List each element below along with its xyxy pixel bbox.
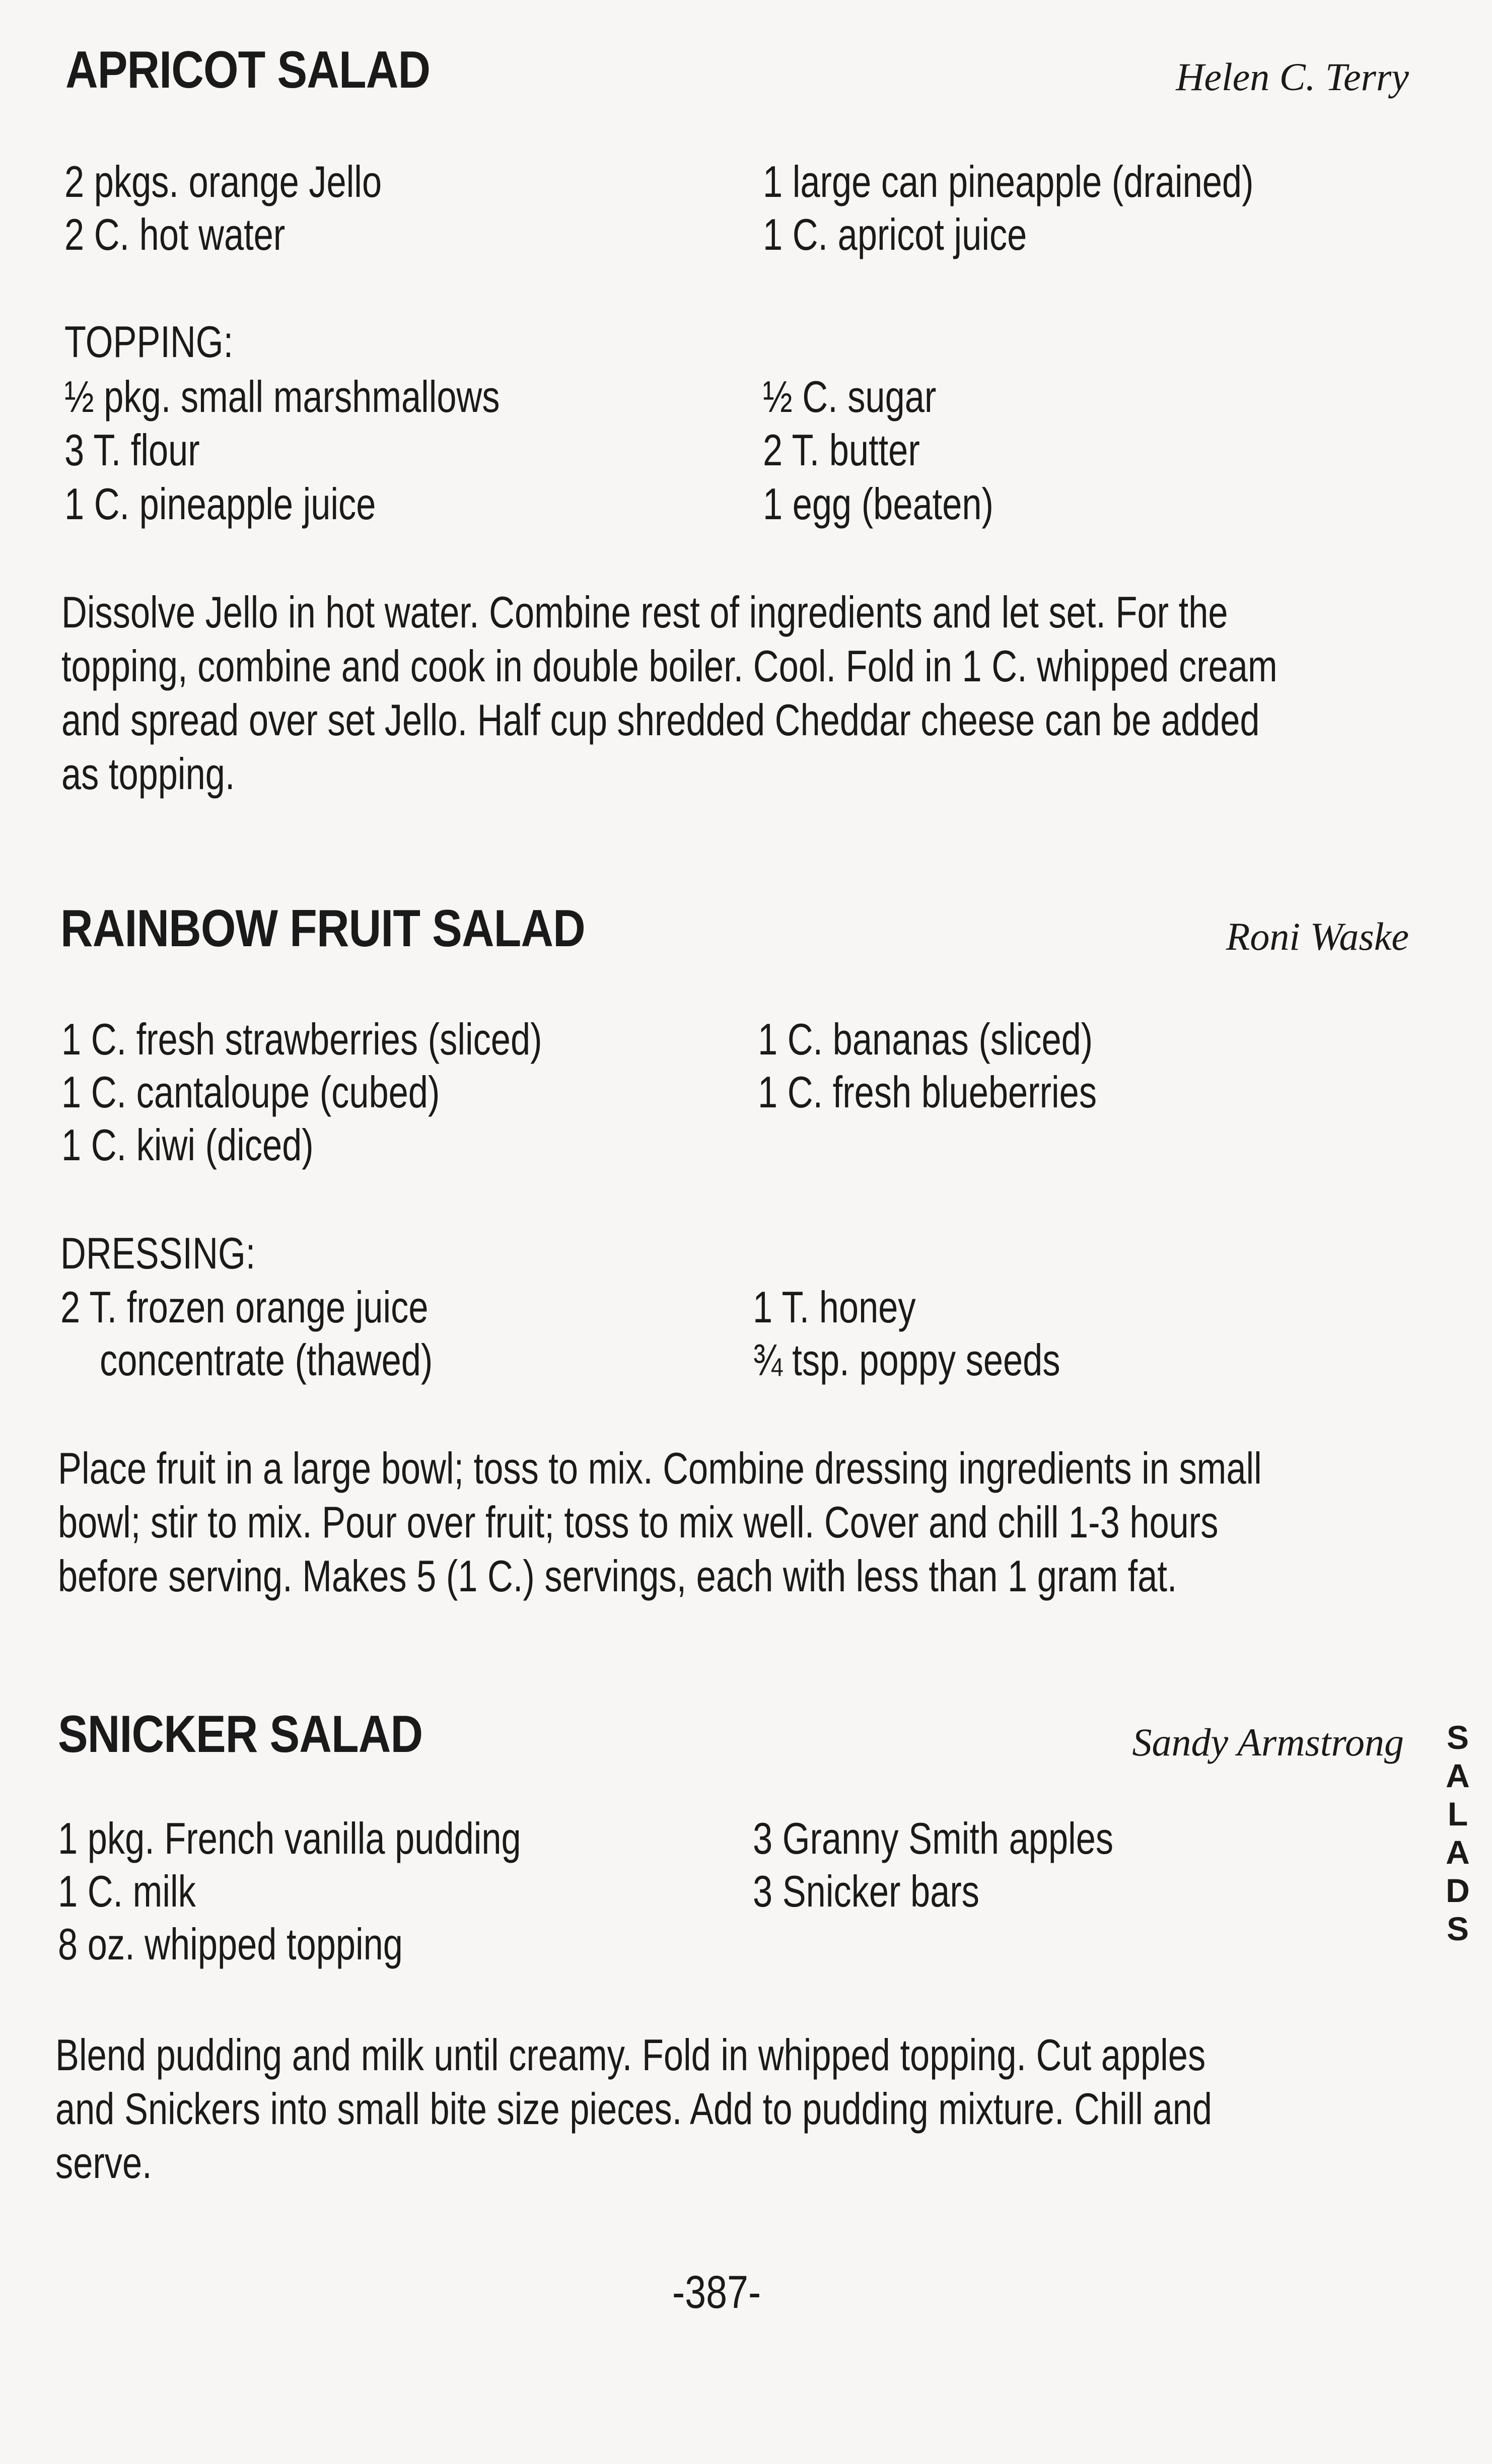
ingredient: 2 pkgs. orange Jello	[64, 157, 382, 206]
directions-line: Dissolve Jello in hot water. Combine rest of ingredients and let set. For the	[61, 587, 1228, 637]
ingredient: concentrate (thawed)	[100, 1335, 433, 1385]
ingredient: 1 T. honey	[753, 1282, 916, 1332]
directions-line: before serving. Makes 5 (1 C.) servings, each with less than 1 gram fat.	[58, 1551, 1177, 1601]
ingredient: 1 C. fresh blueberries	[758, 1067, 1097, 1117]
directions-line: topping, combine and cook in double boiler. Cool. Fold in 1 C. whipped cream	[61, 641, 1277, 691]
ingredient: 1 C. cantaloupe (cubed)	[61, 1067, 440, 1117]
ingredient: 1 large can pineapple (drained)	[763, 157, 1254, 206]
recipe-title-apricot-salad: APRICOT SALAD	[65, 41, 431, 99]
directions-line: bowl; stir to mix. Pour over fruit; toss to mix well. Cover and chill 1-3 hours	[58, 1497, 1219, 1547]
section-side-tab	[1443, 1718, 1473, 1948]
directions-line: Blend pudding and milk until creamy. Fold in whipped topping. Cut apples	[55, 2030, 1206, 2080]
directions-line: serve.	[55, 2138, 152, 2188]
ingredient: ¾ tsp. poppy seeds	[753, 1335, 1060, 1385]
ingredient: 1 C. milk	[58, 1866, 196, 1916]
recipe-author: Helen C. Terry	[1176, 55, 1409, 99]
recipe-author: Sandy Armstrong	[1132, 1720, 1404, 1764]
ingredient: 2 T. butter	[763, 425, 920, 475]
page-number: -387-	[672, 2267, 761, 2318]
recipe-title-snicker-salad: SNICKER SALAD	[58, 1705, 423, 1764]
recipe-author: Roni Waske	[1226, 914, 1409, 958]
ingredient: 1 C. fresh strawberries (sliced)	[61, 1014, 542, 1064]
ingredient: 2 T. frozen orange juice	[60, 1282, 429, 1332]
ingredient: 1 C. bananas (sliced)	[758, 1014, 1093, 1064]
section-subheading: DRESSING:	[60, 1228, 256, 1278]
ingredient: 3 Granny Smith apples	[753, 1813, 1114, 1863]
ingredient: 3 Snicker bars	[753, 1866, 979, 1916]
directions-line: and Snickers into small bite size pieces. Add to pudding mixture. Chill and	[55, 2084, 1213, 2134]
ingredient: 2 C. hot water	[64, 209, 286, 259]
ingredient: 1 C. apricot juice	[763, 209, 1027, 259]
ingredient: 1 C. pineapple juice	[64, 479, 376, 529]
directions-line: Place fruit in a large bowl; toss to mix. Combine dressing ingredients in small	[58, 1443, 1262, 1493]
ingredient: 8 oz. whipped topping	[58, 1919, 403, 1969]
ingredient: ½ pkg. small marshmallows	[64, 372, 500, 421]
side-tab-text: S A L A D S	[1446, 1719, 1470, 1947]
ingredient: 3 T. flour	[64, 425, 200, 475]
ingredient: 1 egg (beaten)	[763, 479, 993, 529]
section-subheading: TOPPING:	[64, 317, 234, 367]
recipe-title-rainbow-fruit-salad: RAINBOW FRUIT SALAD	[60, 899, 585, 958]
directions-line: as topping.	[61, 749, 235, 799]
ingredient: 1 C. kiwi (diced)	[61, 1120, 314, 1170]
ingredient: ½ C. sugar	[763, 372, 937, 421]
directions-line: and spread over set Jello. Half cup shredded Cheddar cheese can be added	[61, 695, 1260, 745]
ingredient: 1 pkg. French vanilla pudding	[58, 1813, 521, 1863]
